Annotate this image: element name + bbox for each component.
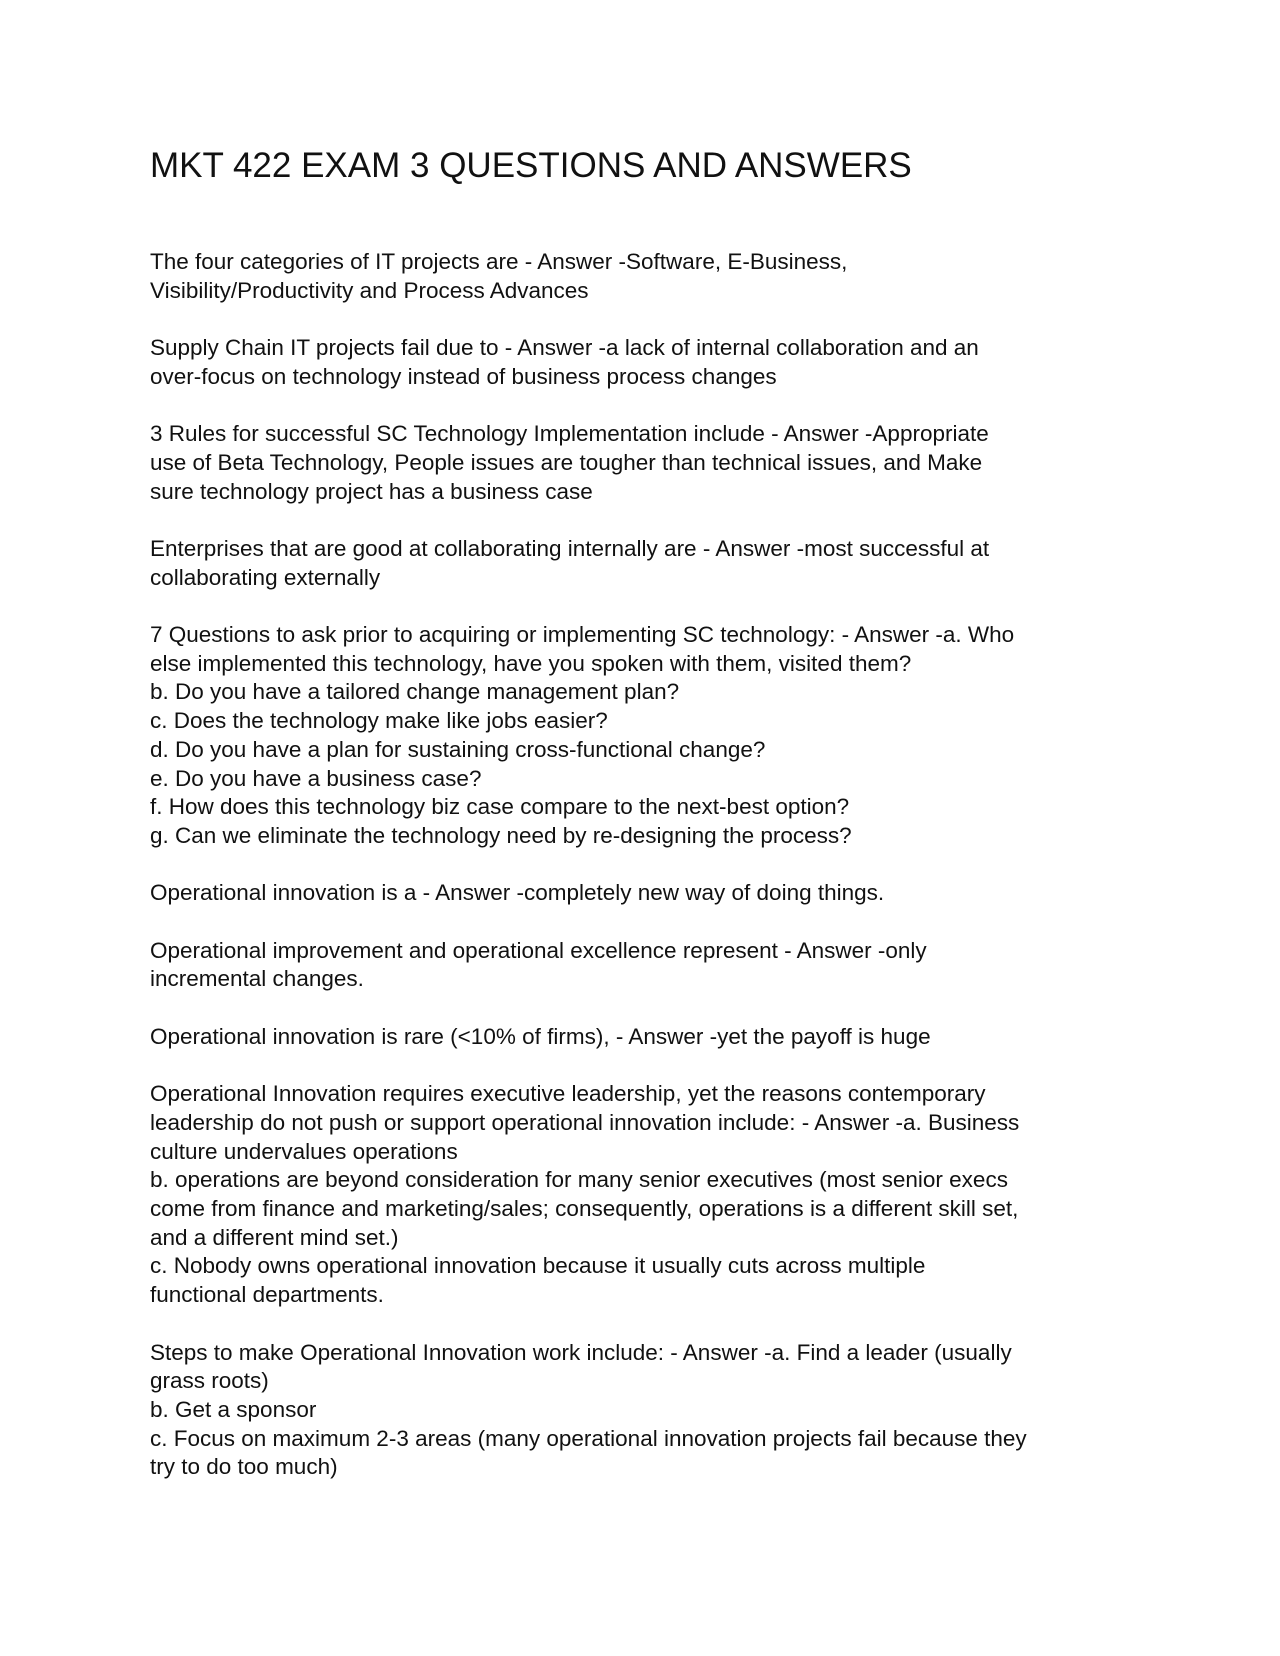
qa-entry	[150, 535, 1140, 592]
qa-entry	[150, 420, 1140, 506]
qa-line: try to do too much)	[150, 1454, 338, 1480]
document-title: MKT 422 EXAM 3 QUESTIONS AND ANSWERS	[150, 146, 912, 185]
qa-line: leadership do not push or support operational innovation include: - Answer -a. Business	[150, 1109, 1020, 1135]
qa-line: else implemented this technology, have you spoken with them, visited them?	[150, 650, 912, 676]
qa-line: Operational innovation is a - Answer -completely new way of doing things.	[150, 880, 885, 906]
qa-entry	[150, 1080, 1140, 1310]
qa-line: b. operations are beyond consideration for many senior executives (most senior execs	[150, 1167, 1008, 1193]
qa-line: functional departments.	[150, 1282, 384, 1308]
qa-line: d. Do you have a plan for sustaining cross-functional change?	[150, 736, 766, 762]
qa-line: Steps to make Operational Innovation work include: - Answer -a. Find a leader (usually	[150, 1339, 1012, 1365]
qa-line: c. Focus on maximum 2-3 areas (many operational innovation projects fail because they	[150, 1425, 1027, 1451]
qa-line: sure technology project has a business case	[150, 478, 593, 504]
qa-entry	[150, 248, 1140, 305]
qa-entry	[150, 1023, 1140, 1052]
qa-entry	[150, 334, 1140, 391]
qa-entry	[150, 621, 1140, 851]
qa-line: 3 Rules for successful SC Technology Implementation include - Answer -Appropriate	[150, 421, 989, 447]
document-page	[150, 145, 1140, 1511]
qa-line: grass roots)	[150, 1368, 269, 1394]
qa-line: c. Nobody owns operational innovation because it usually cuts across multiple	[150, 1253, 926, 1279]
qa-line: b. Get a sponsor	[150, 1396, 317, 1422]
qa-line: Supply Chain IT projects fail due to - Answer -a lack of internal collaboration and an	[150, 335, 979, 361]
qa-line: over-focus on technology instead of business process changes	[150, 363, 777, 389]
qa-line: The four categories of IT projects are - Answer -Software, E-Business,	[150, 249, 848, 274]
qa-line: Operational innovation is rare (<10% of firms), - Answer -yet the payoff is huge	[150, 1023, 931, 1049]
qa-entry	[150, 937, 1140, 994]
qa-line: Visibility/Productivity and Process Advances	[150, 277, 589, 303]
qa-line: Enterprises that are good at collaborating internally are - Answer -most successful at	[150, 535, 990, 561]
qa-list	[150, 248, 1140, 1482]
qa-line: and a different mind set.)	[150, 1224, 399, 1250]
qa-line: come from finance and marketing/sales; consequently, operations is a different skill set,	[150, 1196, 1019, 1222]
qa-line: Operational improvement and operational excellence represent - Answer -only	[150, 937, 927, 963]
qa-line: g. Can we eliminate the technology need by re-designing the process?	[150, 823, 852, 848]
qa-entry	[150, 1339, 1140, 1483]
qa-entry	[150, 879, 1140, 908]
qa-line: c. Does the technology make like jobs easier?	[150, 708, 608, 734]
qa-line: 7 Questions to ask prior to acquiring or implementing SC technology: - Answer -a. Who	[150, 622, 1015, 648]
qa-line: e. Do you have a business case?	[150, 765, 482, 791]
qa-line: culture undervalues operations	[150, 1138, 458, 1164]
qa-line: Operational Innovation requires executive leadership, yet the reasons contemporary	[150, 1081, 986, 1107]
qa-line: b. Do you have a tailored change management plan?	[150, 679, 680, 705]
qa-line: collaborating externally	[150, 564, 381, 590]
qa-line: use of Beta Technology, People issues are tougher than technical issues, and Make	[150, 449, 983, 475]
qa-line: f. How does this technology biz case compare to the next-best option?	[150, 794, 850, 820]
qa-line: incremental changes.	[150, 966, 364, 992]
